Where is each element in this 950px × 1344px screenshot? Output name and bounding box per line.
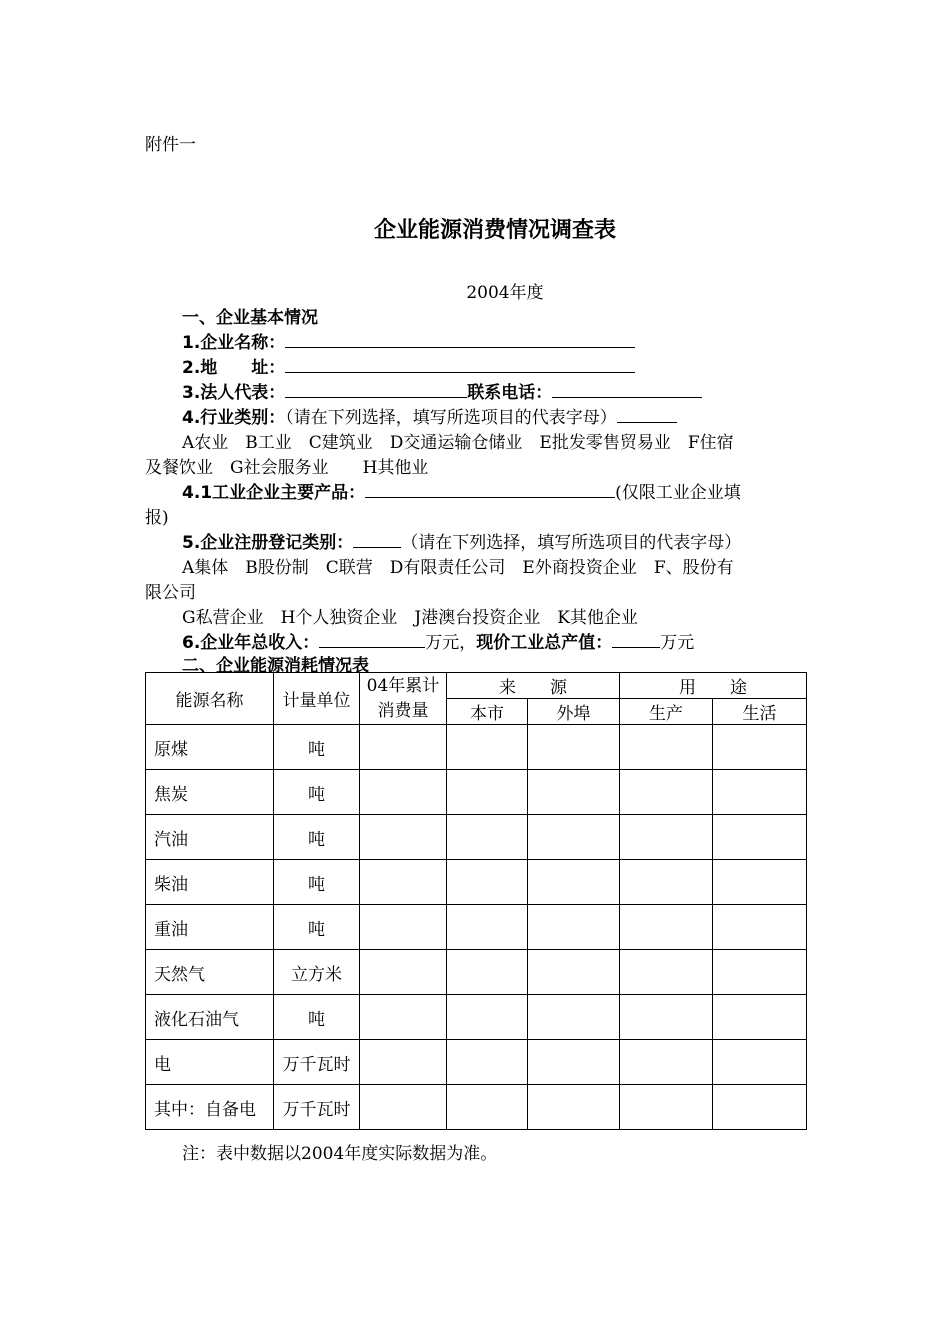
attachment-label: 附件一 <box>145 135 196 155</box>
registration-label: 5.企业注册登记类别： <box>182 533 354 553</box>
living-cell[interactable] <box>713 815 807 860</box>
main-products-row <box>182 478 741 503</box>
consumption-cell[interactable] <box>360 1040 447 1085</box>
energy-rows <box>146 725 807 1130</box>
local-cell[interactable] <box>447 1040 528 1085</box>
header-unit: 计量单位 <box>274 673 360 725</box>
table-row <box>146 770 807 815</box>
registration-options-line2: 限公司 <box>145 583 196 603</box>
table-row <box>146 815 807 860</box>
energy-name-cell: 天然气 <box>146 950 274 995</box>
outside-cell[interactable] <box>528 905 620 950</box>
local-cell[interactable] <box>447 1085 528 1130</box>
main-products-field[interactable] <box>365 480 615 498</box>
header-source: 来 源 <box>447 673 620 699</box>
revenue-label: 6.企业年总收入： <box>182 633 320 653</box>
local-cell[interactable] <box>447 995 528 1040</box>
industry-options-line1: A农业 B工业 C建筑业 D交通运输仓储业 E批发零售贸易业 F住宿 <box>182 433 734 453</box>
living-cell[interactable] <box>713 860 807 905</box>
local-cell[interactable] <box>447 905 528 950</box>
output-label: 现价工业总产值： <box>476 633 613 653</box>
main-products-hint-line2: 报) <box>145 508 169 528</box>
outside-cell[interactable] <box>528 1040 620 1085</box>
registration-field[interactable] <box>353 530 401 548</box>
consumption-cell[interactable] <box>360 950 447 995</box>
energy-name-cell: 原煤 <box>146 725 274 770</box>
local-cell[interactable] <box>447 860 528 905</box>
output-unit: 万元 <box>660 633 695 653</box>
unit-cell: 吨 <box>274 905 360 950</box>
revenue-unit: 万元， <box>425 633 477 653</box>
energy-name-cell: 其中：自备电 <box>146 1085 274 1130</box>
registration-options-line1: A集体 B股份制 C联营 D有限责任公司 E外商投资企业 F、股份有 <box>182 558 734 578</box>
header-outside: 外埠 <box>528 699 620 725</box>
header-energy-name: 能源名称 <box>146 673 274 725</box>
unit-cell: 吨 <box>274 770 360 815</box>
header-usage: 用 途 <box>620 673 807 699</box>
consumption-cell[interactable] <box>360 725 447 770</box>
section1-heading: 一、企业基本情况 <box>182 308 318 328</box>
production-cell[interactable] <box>620 1040 713 1085</box>
energy-name-cell: 电 <box>146 1040 274 1085</box>
production-cell[interactable] <box>620 995 713 1040</box>
energy-name-cell: 液化石油气 <box>146 995 274 1040</box>
industry-row <box>182 403 677 428</box>
local-cell[interactable] <box>447 725 528 770</box>
header-production: 生产 <box>620 699 713 725</box>
registration-hint: （请在下列选择，填写所选项目的代表字母） <box>401 533 742 553</box>
unit-cell: 万千瓦时 <box>274 1085 360 1130</box>
consumption-cell[interactable] <box>360 995 447 1040</box>
unit-cell: 吨 <box>274 860 360 905</box>
company-name-label: 1.企业名称： <box>182 333 286 353</box>
local-cell[interactable] <box>447 950 528 995</box>
consumption-cell[interactable] <box>360 815 447 860</box>
living-cell[interactable] <box>713 905 807 950</box>
local-cell[interactable] <box>447 770 528 815</box>
year-label: 2004年度 <box>466 283 544 303</box>
header-consumption <box>360 673 447 725</box>
production-cell[interactable] <box>620 905 713 950</box>
page-title: 企业能源消费情况调查表 <box>373 218 616 243</box>
industry-options-line2: 及餐饮业 G社会服务业 H其他业 <box>145 458 429 478</box>
industry-field[interactable] <box>617 405 677 423</box>
address-field[interactable] <box>285 355 635 373</box>
phone-label: 联系电话： <box>467 383 553 403</box>
energy-name-cell: 汽油 <box>146 815 274 860</box>
production-cell[interactable] <box>620 860 713 905</box>
table-row <box>146 905 807 950</box>
consumption-cell[interactable] <box>360 860 447 905</box>
header-consumption-line2: 消费量 <box>377 700 429 721</box>
table-row <box>146 1085 807 1130</box>
unit-cell: 吨 <box>274 995 360 1040</box>
industry-hint: （请在下列选择，填写所选项目的代表字母） <box>285 408 617 428</box>
company-name-field[interactable] <box>285 330 635 348</box>
outside-cell[interactable] <box>528 1085 620 1130</box>
living-cell[interactable] <box>713 1085 807 1130</box>
legal-rep-label: 3.法人代表： <box>182 383 286 403</box>
header-living: 生活 <box>713 699 807 725</box>
registration-row <box>182 528 741 553</box>
company-name-row <box>182 328 635 353</box>
unit-cell: 万千瓦时 <box>274 1040 360 1085</box>
table-row <box>146 950 807 995</box>
outside-cell[interactable] <box>528 770 620 815</box>
production-cell[interactable] <box>620 725 713 770</box>
outside-cell[interactable] <box>528 995 620 1040</box>
table-note: 注：表中数据以2004年度实际数据为准。 <box>182 1144 498 1164</box>
revenue-field[interactable] <box>319 630 425 648</box>
phone-field[interactable] <box>552 380 702 398</box>
living-cell[interactable] <box>713 1040 807 1085</box>
registration-options-line3: G私营企业 H个人独资企业 J港澳台投资企业 K其他企业 <box>182 608 638 628</box>
address-label: 2.地 址： <box>182 358 286 378</box>
unit-cell: 吨 <box>274 815 360 860</box>
table-row <box>146 1040 807 1085</box>
living-cell[interactable] <box>713 770 807 815</box>
header-local: 本市 <box>447 699 528 725</box>
output-field[interactable] <box>612 630 660 648</box>
unit-cell: 吨 <box>274 725 360 770</box>
unit-cell: 立方米 <box>274 950 360 995</box>
living-cell[interactable] <box>713 725 807 770</box>
energy-table <box>145 672 807 1130</box>
revenue-row <box>182 628 694 653</box>
consumption-cell[interactable] <box>360 770 447 815</box>
living-cell[interactable] <box>713 995 807 1040</box>
living-cell[interactable] <box>713 950 807 995</box>
outside-cell[interactable] <box>528 950 620 995</box>
section2-heading: 二、企业能源消耗情况表 <box>182 656 369 676</box>
energy-name-cell: 柴油 <box>146 860 274 905</box>
production-cell[interactable] <box>620 770 713 815</box>
table-row <box>146 995 807 1040</box>
outside-cell[interactable] <box>528 815 620 860</box>
production-cell[interactable] <box>620 950 713 995</box>
main-products-label: 4.1工业企业主要产品： <box>182 483 366 503</box>
consumption-cell[interactable] <box>360 1085 447 1130</box>
local-cell[interactable] <box>447 815 528 860</box>
legal-rep-row <box>182 378 702 403</box>
legal-rep-field[interactable] <box>285 380 467 398</box>
outside-cell[interactable] <box>528 860 620 905</box>
energy-name-cell: 焦炭 <box>146 770 274 815</box>
consumption-cell[interactable] <box>360 905 447 950</box>
outside-cell[interactable] <box>528 725 620 770</box>
production-cell[interactable] <box>620 815 713 860</box>
header-consumption-line1: 04年累计 <box>366 675 440 696</box>
energy-name-cell: 重油 <box>146 905 274 950</box>
address-row <box>182 353 635 378</box>
production-cell[interactable] <box>620 1085 713 1130</box>
main-products-hint: (仅限工业企业填 <box>615 483 741 503</box>
table-row <box>146 860 807 905</box>
industry-label: 4.行业类别： <box>182 408 286 428</box>
table-row <box>146 725 807 770</box>
